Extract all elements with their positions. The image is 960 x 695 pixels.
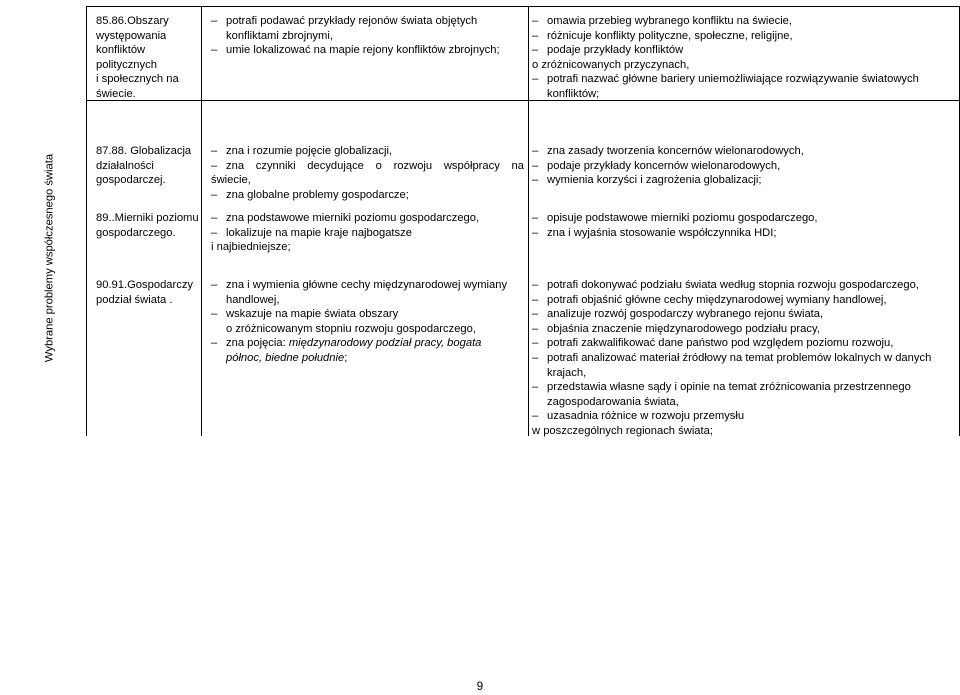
requirement-line: konfliktów;	[547, 87, 600, 100]
requirement-line: – potrafi zakwalifikować dane państwo pod względem poziomu rozwoju,	[532, 337, 894, 350]
requirement-line: – zna czynniki decydujące o rozwoju współpracy na	[211, 159, 524, 172]
topic-line: działalności	[96, 159, 154, 172]
column-divider-1	[201, 6, 202, 436]
row4-basic	[211, 278, 524, 366]
requirement-line: – podaje przykłady koncernów wielonarodowych,	[532, 159, 781, 172]
table-left-border	[86, 6, 87, 436]
row3-topic	[96, 211, 200, 240]
requirement-line: – zna zasady tworzenia koncernów wielonarodowych,	[532, 145, 804, 157]
requirement-line: – przedstawia własne sądy i opinie na temat zróżnicowania przestrzennego	[532, 381, 911, 394]
requirement-line: – potrafi analizować materiał źródłowy na temat problemów lokalnych w danych	[532, 351, 932, 364]
topic-line: gospodarczego.	[96, 226, 176, 239]
requirement-line: – potrafi nazwać główne bariery uniemożliwiające rozwiązywanie światowych	[532, 73, 919, 86]
requirement-line: świecie,	[211, 174, 251, 187]
topic-line: występowania	[96, 29, 167, 42]
row1-topic	[96, 14, 198, 102]
requirement-line: o zróżnicowanym stopniu rozwoju gospodarczego,	[226, 322, 476, 335]
requirement-line: krajach,	[547, 366, 587, 379]
requirement-line: – zna i rozumie pojęcie globalizacji,	[211, 145, 393, 157]
requirement-line: – analizuje rozwój gospodarczy wybranego rejonu świata,	[532, 308, 824, 321]
row4-topic	[96, 278, 198, 307]
requirement-line: o zróżnicowanych przyczynach,	[532, 58, 690, 71]
table-top-border	[86, 6, 960, 7]
requirement-line: zagospodarowania świata,	[547, 395, 679, 408]
requirement-line: – objaśnia znaczenie międzynarodowego podziału pracy,	[532, 322, 820, 335]
topic-line: świecie.	[96, 87, 136, 100]
topic-line: 85.86.Obszary	[96, 15, 169, 27]
row1-extended	[532, 14, 956, 102]
column-divider-2	[528, 6, 529, 436]
requirement-line: w poszczególnych regionach świata;	[532, 424, 713, 437]
row2-basic	[211, 144, 524, 202]
topic-line: 90.91.Gospodarczy	[96, 279, 194, 291]
requirement-line: – omawia przebieg wybranego konfliktu na świecie,	[532, 15, 793, 27]
requirement-line: – lokalizuje na mapie kraje najbogatsze	[211, 226, 412, 239]
requirement-line: – uzasadnia różnice w rozwoju przemysłu	[532, 410, 745, 423]
row2-extended	[532, 144, 956, 188]
requirement-line: handlowej,	[226, 293, 280, 306]
requirement-line: – różnicuje konflikty polityczne, społeczne, religijne,	[532, 29, 793, 42]
requirement-line: – podaje przykłady konfliktów	[532, 44, 684, 57]
requirement-line: – zna podstawowe mierniki poziomu gospodarczego,	[211, 212, 480, 224]
side-section-label: Wybrane problemy współczesnego świata	[43, 153, 56, 363]
topic-line: 89..Mierniki poziomu	[96, 212, 199, 224]
requirement-line: konfliktami zbrojnymi,	[226, 29, 333, 42]
requirement-line: – wymienia korzyści i zagrożenia globalizacji;	[532, 174, 762, 187]
row4-extended	[532, 278, 956, 439]
requirement-line: – potrafi podawać przykłady rejonów świata objętych	[211, 15, 478, 27]
requirement-line: – potrafi objaśnić główne cechy międzynarodowej wymiany handlowej,	[532, 293, 887, 306]
row1-basic	[211, 14, 524, 58]
requirement-line: – umie lokalizować na mapie rejony konfliktów zbrojnych;	[211, 44, 500, 57]
requirement-line: – zna i wymienia główne cechy międzynarodowej wymiany	[211, 279, 508, 291]
topic-line: podział świata .	[96, 293, 173, 306]
requirement-line: – potrafi dokonywać podziału świata według stopnia rozwoju gospodarczego,	[532, 279, 919, 291]
requirement-line: – zna pojęcia: międzynarodowy podział pracy, bogata	[211, 337, 482, 350]
requirement-line: północ, biedne południe;	[226, 351, 348, 364]
requirement-line: – zna i wyjaśnia stosowanie współczynnika HDI;	[532, 226, 777, 239]
row3-extended	[532, 211, 956, 240]
requirement-line: – wskazuje na mapie świata obszary	[211, 308, 399, 321]
requirement-line: – zna globalne problemy gospodarcze;	[211, 188, 409, 201]
requirement-line: – opisuje podstawowe mierniki poziomu gospodarczego,	[532, 212, 818, 224]
topic-line: konfliktów	[96, 44, 146, 57]
row2-topic	[96, 144, 198, 188]
topic-line: politycznych	[96, 58, 157, 71]
topic-line: i społecznych na	[96, 73, 179, 86]
requirement-line: i najbiedniejsze;	[211, 241, 291, 254]
row3-basic	[211, 211, 524, 255]
topic-line: gospodarczej.	[96, 174, 166, 187]
page-number: 9	[476, 681, 484, 693]
topic-line: 87.88. Globalizacja	[96, 145, 192, 157]
